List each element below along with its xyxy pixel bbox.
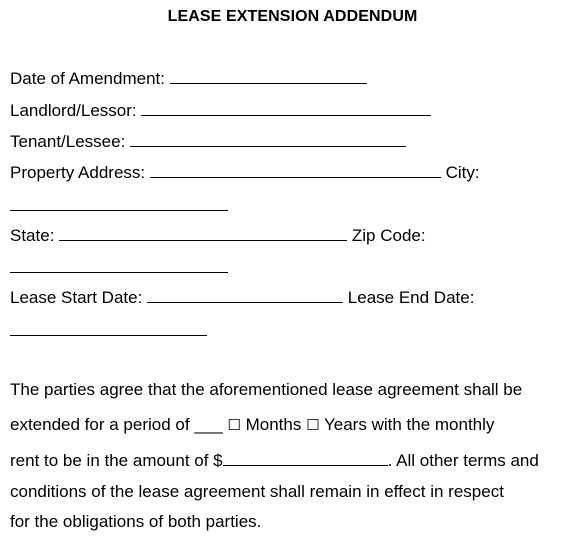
state-field[interactable] <box>59 226 347 241</box>
city-row <box>10 196 228 216</box>
months-label: Months <box>245 415 302 434</box>
landlord-row <box>10 101 431 121</box>
zip-code-field[interactable] <box>10 258 228 273</box>
date-of-amendment-label: Date of Amendment: <box>10 69 165 88</box>
body-line-1: The parties agree that the aforementioned lease agreement shall be <box>10 380 523 399</box>
period-blank[interactable]: ___ <box>194 415 223 434</box>
body-line-2 <box>10 415 494 436</box>
landlord-field[interactable] <box>141 101 431 116</box>
lease-end-date-row <box>10 321 207 341</box>
landlord-label: Landlord/Lessor: <box>10 101 137 120</box>
tenant-row <box>10 132 406 152</box>
city-label: City: <box>445 163 480 182</box>
lease-end-date-label: Lease End Date: <box>347 288 475 307</box>
document-title: LEASE EXTENSION ADDENDUM <box>167 8 418 25</box>
years-checkbox-icon[interactable]: ☐ <box>306 417 320 434</box>
months-checkbox-icon[interactable]: ☐ <box>227 417 241 434</box>
city-field[interactable] <box>10 196 228 211</box>
body-line-3 <box>10 451 539 471</box>
rent-suffix: . All other terms and <box>387 451 539 470</box>
zip-code-row <box>10 258 228 278</box>
body-line-4: conditions of the lease agreement shall remain in effect in respect <box>10 482 504 501</box>
date-of-amendment-row <box>10 69 367 89</box>
rent-prefix: rent to be in the amount of $ <box>10 451 223 470</box>
lease-start-date-field[interactable] <box>147 288 343 303</box>
period-prefix: extended for a period of <box>10 415 190 434</box>
body-line-5: for the obligations of both parties. <box>10 512 262 531</box>
zip-code-label: Zip Code: <box>351 226 426 245</box>
property-address-label: Property Address: <box>10 163 146 182</box>
property-address-field[interactable] <box>150 163 441 178</box>
lease-start-date-label: Lease Start Date: <box>10 288 143 307</box>
lease-end-date-field[interactable] <box>10 321 207 336</box>
date-of-amendment-field[interactable] <box>170 69 367 84</box>
years-label: Years <box>323 415 367 434</box>
tenant-label: Tenant/Lessee: <box>10 132 126 151</box>
tenant-field[interactable] <box>130 132 406 147</box>
state-label: State: <box>10 226 55 245</box>
property-address-row <box>10 163 480 183</box>
lease-dates-row <box>10 288 474 308</box>
period-suffix: with the monthly <box>371 415 495 434</box>
state-row <box>10 226 426 246</box>
rent-amount-field[interactable] <box>223 451 388 466</box>
